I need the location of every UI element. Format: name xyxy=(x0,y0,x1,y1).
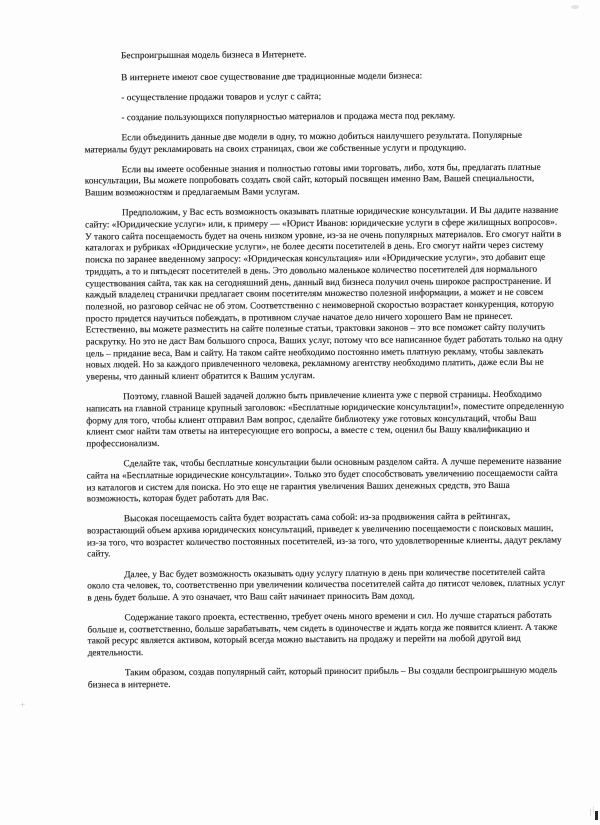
paragraph-paid-services-income: Далее, у Вас будет возможность оказывать одну услугу платную в день при количестве посетителей сайта около ста человек, то, соответственно при увеличении количества посетителей сайта до пятисот человек, платных услуг в день будет больше. А это означает, что Ваш сайт начинает приносить Вам доход. xyxy=(87,567,566,604)
paragraph-special-knowledge: Если вы имеете особенные знания и полностью готовы ими торговать, либо, хотя бы, предлагать платные консультации, Вы можете попробовать создать свой сайт, который посвящен именно Вам, Вашей специальности, Вашим возможностям и предлагаемым Вами услугам. xyxy=(84,162,541,199)
paragraph-legal-services-example: Предположим, у Вас есть возможность оказывать платные юридические консультации. И Вы дадите название сайту: «Юридические услуги» или, к примеру — «Юрист Иванов: юридические услуги в сфере жилищных вопросов». У такого сайта посещаемость будет на очень низком уровне, из-за не очень популярных материалов. Его смогут найти в каталогах и рубриках «Юридические услуги», не более десяти посетителей в день. Его смогут найти через систему поиска по заранее введенному запросу: «Юридическая консультация» или «Юридические услуги», это добавит еще тридцать, а то и пятьдесят посетителей в день. Это довольно маленькое количество посетителей для нормального существования сайта, так как на сегодняшний день, данный вид бизнеса получил очень широкое распространение. И каждый владелец странички предлагает своим посетителям множество полезной информации, а может и не совсем полезной, но разговор сейчас не об этом. Соответственно с неимоверной скоростью возрастает конкуренция, которую просто придется научиться побеждать, в противном случае начатое дело ничего хорошего Вам не принесет. Естественно, вы можете разместить на сайте полезные статьи, трактовки законов – это все поможет сайту получить раскрутку. Но это не даст Вам большого спроса, Ваших услуг, потому что все написанное будет работать только на одну цель – придание веса, Вам и сайту. На таком сайте необходимо постоянно иметь платную рекламу, чтобы завлекать новых людей. Но за каждого привлеченного человека, рекламному агентству необходимо платить, даже если Вы не уверены, что данный клиент обратится к Вашим услугам. xyxy=(85,205,563,383)
paragraph-two-models-intro: В интернете имеют свое существование две традиционные модели бизнеса: xyxy=(121,71,423,83)
document-text-block xyxy=(84,49,566,701)
paragraph-free-consultations-section: Сделайте так, чтобы бесплатные консультации были основным разделом сайта. А лучше перемените название сайта на «Бесплатные юридические консультации». Только это будет способствовать увеличению посещаемости сайта из каталогов и систем для поиска. Но это еще не гарантия увеличения Ваших денежных средств, это Ваша возможность, которая будет работать для Вас. xyxy=(86,456,562,505)
document-title: Беспроигрышная модель бизнеса в Интернете. xyxy=(121,50,307,62)
paragraph-traffic-growth: Высокая посещаемость сайта будет возрастать сама собой: из-за продвижения сайта в рейтингах, возрастающий объем архива юридических консультаций, приведет к увеличению посещаемости с поисковых машин, из-за того, что возрастет количество постоянных посетителей, из-за того, что удовлетворенные клиенты, дадут рекламу сайту. xyxy=(86,512,562,560)
paragraph-conclusion: Таким образом, создав популярный сайт, который приносит прибыль – Вы создали беспроигрышную модель бизнеса в интернете. xyxy=(87,665,558,691)
scan-artifact-top-smudge xyxy=(571,5,579,9)
paragraph-project-effort-asset: Содержание такого проекта, естественно, требует очень много времени и сил. Но лучше стараться работать больше и, соответственно, больше зарабатывать, чем сидеть в одиночестве и ждать когда же появится клиент. А также такой ресурс является активом, который всегда можно выставить на продажу и перейти на любой другой вид деятельности. xyxy=(87,610,558,659)
scan-artifact-corner-mark xyxy=(595,811,598,820)
scan-artifact-plus-mark: + xyxy=(20,700,26,710)
paragraph-main-task-first-page: Поэтому, главной Вашей задачей должно быть привлечение клиента уже с первой страницы. Необходимо написать на главной странице крупный заголовок: «Бесплатные юридические консультации!», поместите определенную форму для того, чтобы клиент отправил Вам вопрос, сделайте библиотеку уже готовых консультаций, чтобы Ваш клиент смог найти там ответы на интересующие его вопросы, а вместе с тем, оценил бы Вашу квалификацию и профессионализм. xyxy=(86,389,564,450)
bullet-selling-goods: - осуществление продажи товаров и услуг с сайта; xyxy=(121,91,322,104)
paragraph-combine-models: Если объединить данные две модели в одну, то можно добиться наилучшего результата. Популярные материалы будут рекламировать на своих страницах, свои же собственные услуги и продукцию. xyxy=(84,130,523,156)
bullet-popular-materials-ads: - создание пользующихся популярностью материалов и продажа места под рекламу. xyxy=(121,111,456,124)
